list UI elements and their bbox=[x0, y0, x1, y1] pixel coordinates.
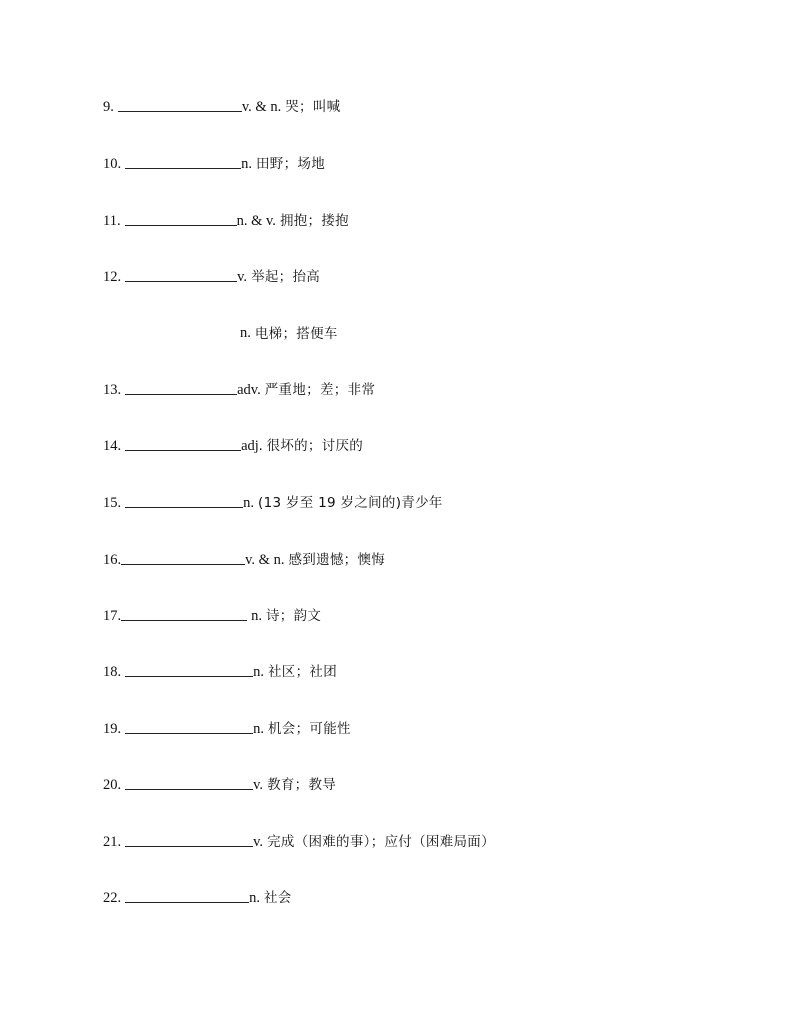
definition: 社区；社团 bbox=[268, 664, 337, 680]
part-of-speech: n. bbox=[241, 156, 252, 172]
item-number: 11. bbox=[103, 213, 121, 229]
answer-blank[interactable] bbox=[125, 380, 237, 395]
item-number: 20. bbox=[103, 777, 122, 793]
list-item bbox=[103, 431, 363, 455]
definition: 社会 bbox=[264, 890, 292, 906]
item-number: 15. bbox=[103, 495, 122, 511]
item-number: 14. bbox=[103, 438, 122, 454]
answer-blank[interactable] bbox=[125, 719, 253, 734]
item-number: 13. bbox=[103, 382, 122, 398]
item-number: 21. bbox=[103, 834, 122, 850]
item-number: 9. bbox=[103, 99, 114, 115]
definition: 很坏的；讨厌的 bbox=[266, 438, 364, 454]
part-of-speech: n. bbox=[249, 890, 260, 906]
list-item bbox=[103, 714, 351, 738]
definition: 田野；场地 bbox=[256, 156, 325, 172]
part-of-speech: n. bbox=[240, 325, 251, 341]
definition: 拥抱；搂抱 bbox=[279, 213, 349, 229]
list-item bbox=[103, 262, 320, 286]
definition: 感到遗憾；懊悔 bbox=[288, 552, 386, 568]
answer-blank[interactable] bbox=[118, 97, 242, 112]
definition: 机会；可能性 bbox=[268, 721, 351, 737]
answer-blank[interactable] bbox=[125, 662, 253, 677]
list-item bbox=[103, 149, 325, 173]
answer-blank[interactable] bbox=[121, 606, 247, 621]
answer-blank[interactable] bbox=[121, 550, 245, 565]
answer-blank[interactable] bbox=[125, 211, 237, 226]
part-of-speech: n. bbox=[243, 495, 254, 511]
part-of-speech: v. bbox=[253, 834, 264, 850]
definition: 哭；叫喊 bbox=[285, 99, 341, 115]
item-number: 17. bbox=[103, 608, 122, 624]
definition: 教育；教导 bbox=[267, 777, 337, 793]
part-of-speech: n. bbox=[251, 608, 262, 624]
list-item bbox=[103, 92, 340, 116]
item-number: 22. bbox=[103, 890, 122, 906]
definition: 严重地；差；非常 bbox=[264, 382, 376, 398]
list-item bbox=[103, 657, 337, 681]
part-of-speech: adj. bbox=[241, 438, 263, 454]
part-of-speech: v. & n. bbox=[241, 99, 282, 115]
list-item bbox=[103, 827, 495, 851]
definition: 电梯；搭便车 bbox=[254, 326, 338, 342]
item-number: 16. bbox=[103, 552, 122, 568]
part-of-speech: v. bbox=[253, 777, 264, 793]
item-number: 18. bbox=[103, 664, 122, 680]
definition: 诗；韵文 bbox=[266, 608, 322, 624]
definition: 完成（困难的事）；应付（困难局面） bbox=[267, 834, 495, 850]
answer-blank[interactable] bbox=[125, 154, 241, 169]
answer-blank[interactable] bbox=[125, 436, 241, 451]
part-of-speech: n. & v. bbox=[236, 213, 276, 229]
definition: 举起；抬高 bbox=[251, 269, 321, 285]
list-item bbox=[103, 601, 321, 625]
list-item bbox=[103, 206, 349, 230]
list-item bbox=[103, 770, 336, 794]
part-of-speech: n. bbox=[253, 721, 264, 737]
part-of-speech: v. bbox=[237, 269, 248, 285]
answer-blank[interactable] bbox=[125, 888, 249, 903]
list-item bbox=[103, 545, 385, 569]
item-number: 10. bbox=[103, 156, 122, 172]
part-of-speech: adv. bbox=[237, 382, 261, 398]
item-number: 12. bbox=[103, 269, 122, 285]
answer-blank[interactable] bbox=[125, 267, 237, 282]
definition: (13 岁至 19 岁之间的)青少年 bbox=[258, 495, 443, 511]
part-of-speech: v. & n. bbox=[245, 552, 285, 568]
answer-blank[interactable] bbox=[125, 493, 243, 508]
list-item bbox=[103, 375, 375, 399]
list-item bbox=[103, 883, 292, 907]
answer-blank[interactable] bbox=[125, 775, 253, 790]
item-number: 19. bbox=[103, 721, 122, 737]
list-item-continuation bbox=[240, 318, 338, 342]
list-item bbox=[103, 488, 443, 512]
answer-blank[interactable] bbox=[125, 832, 253, 847]
part-of-speech: n. bbox=[253, 664, 264, 680]
